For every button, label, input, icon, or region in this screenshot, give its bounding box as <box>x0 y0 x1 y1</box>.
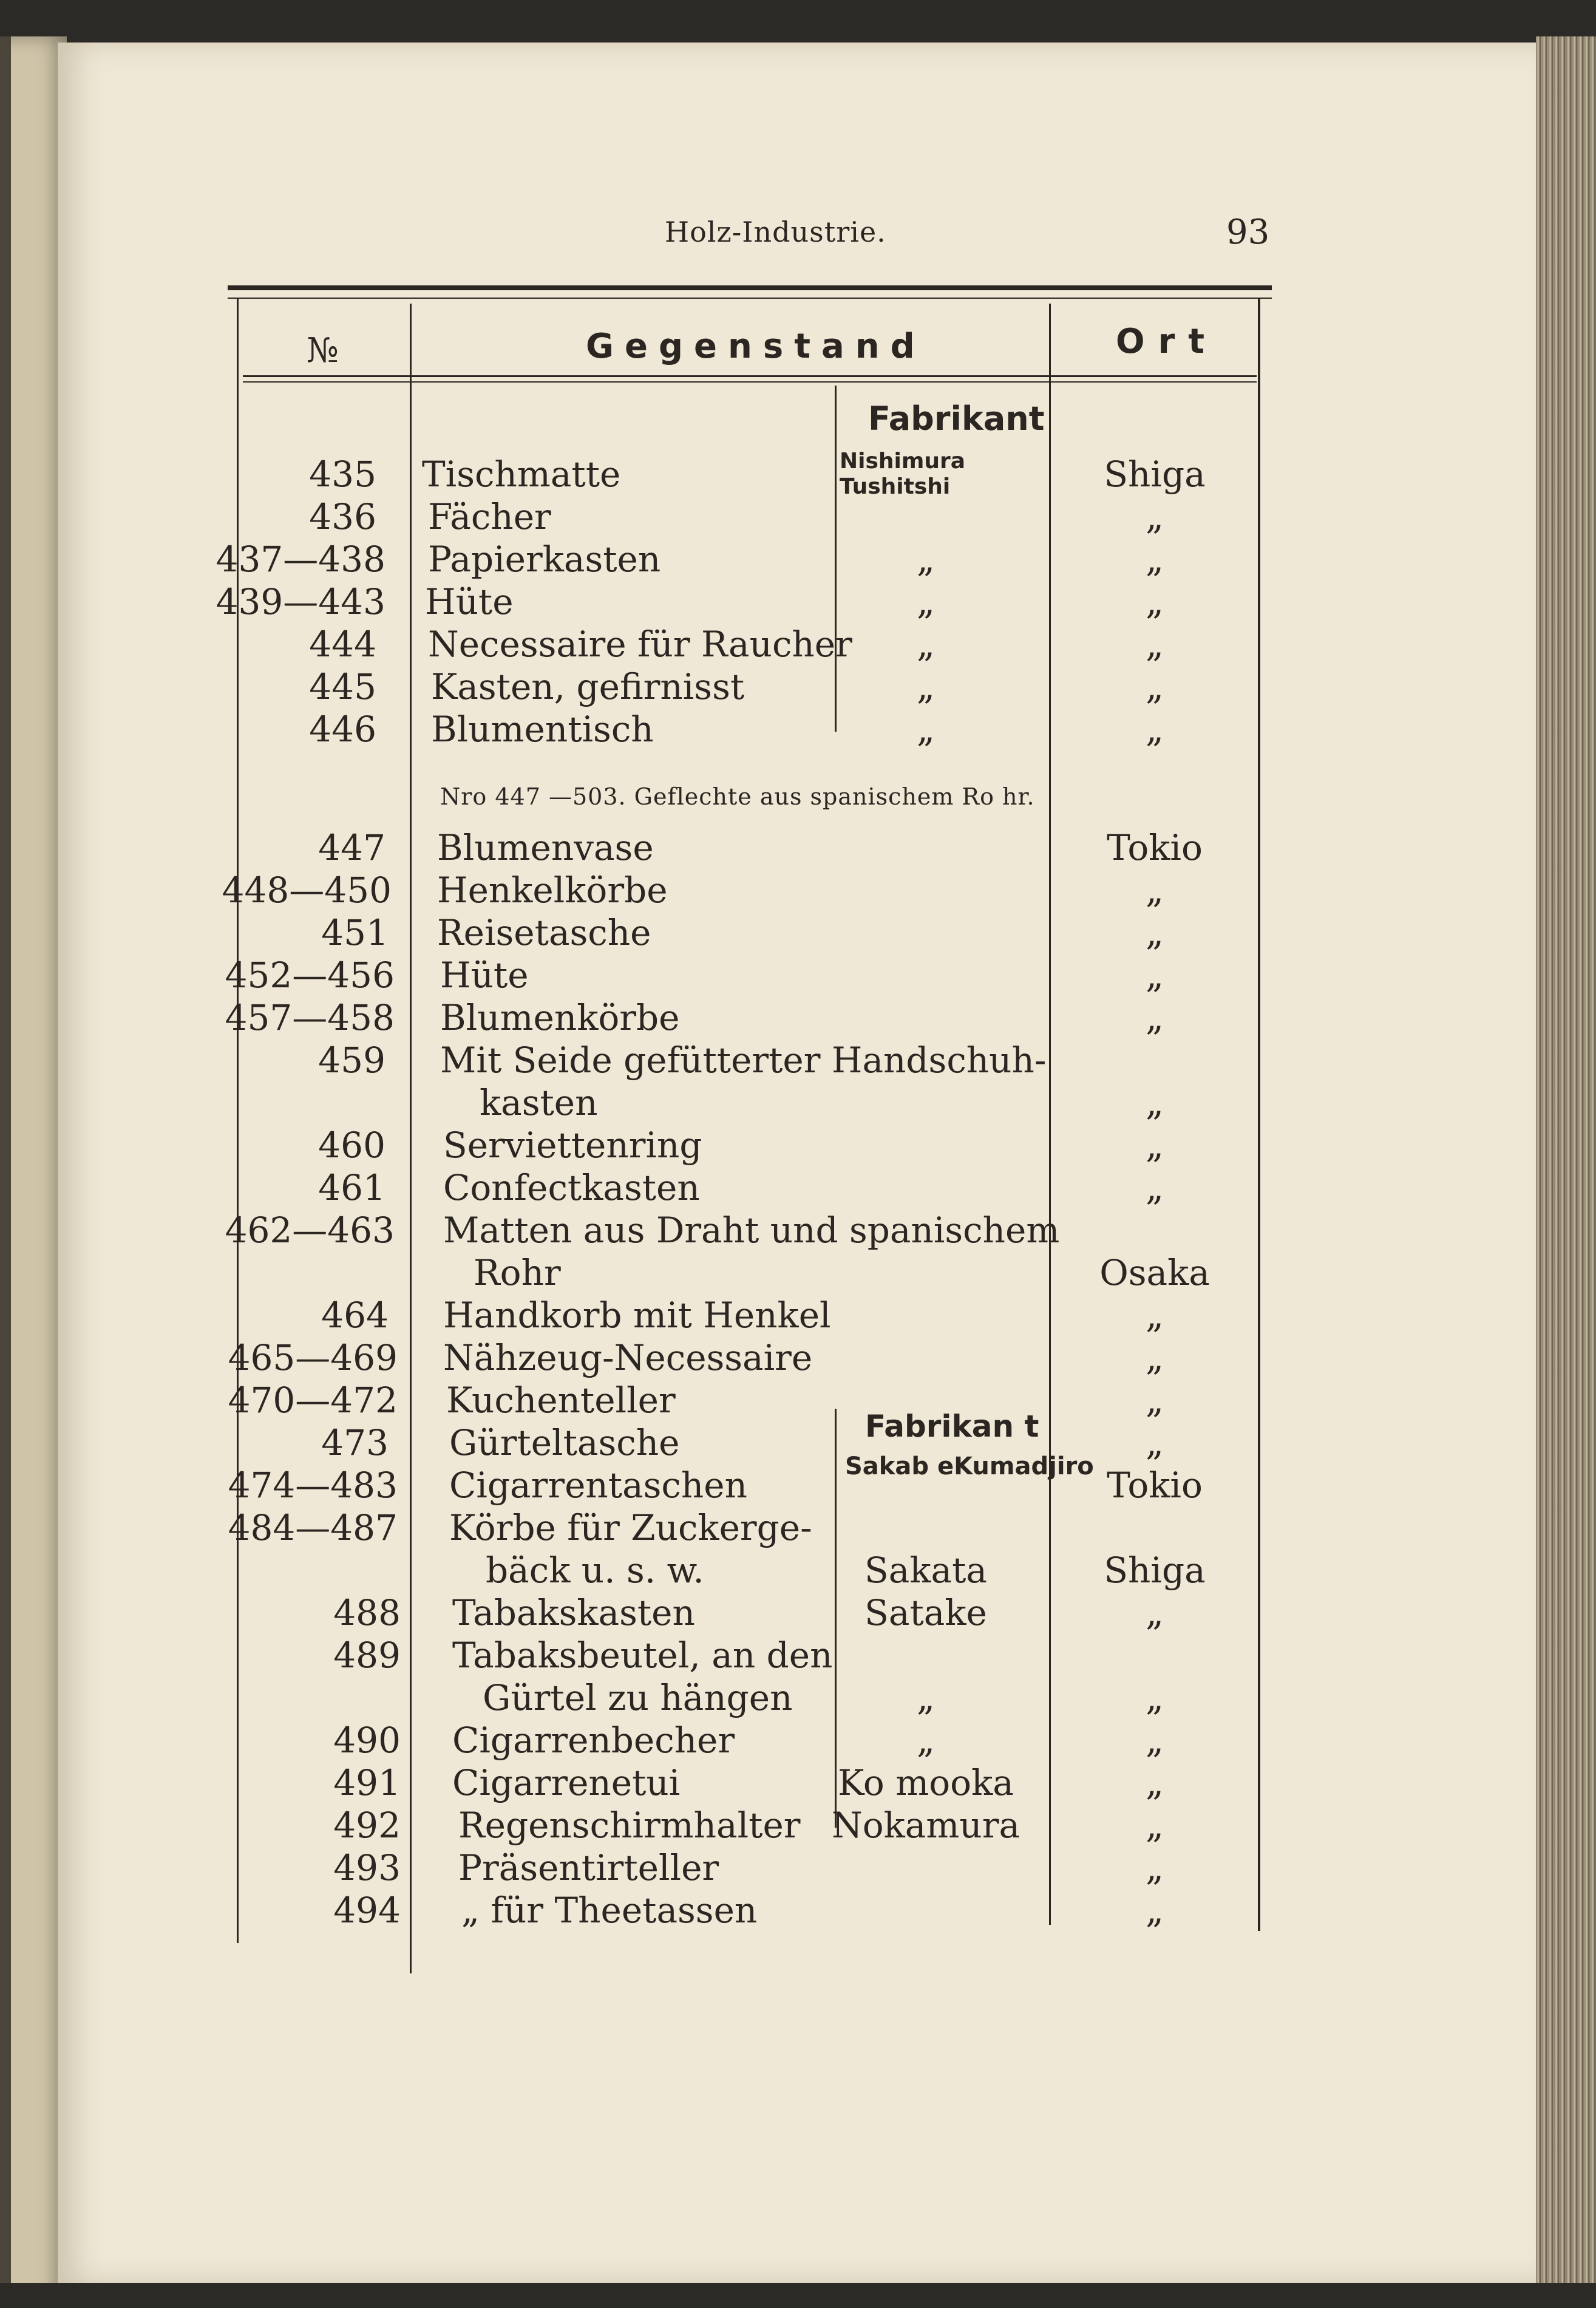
table-row <box>0 495 1596 538</box>
fabricant-heading: Fabrikant <box>868 400 1045 438</box>
row-item: Reisetasche <box>437 912 651 953</box>
row-ort: „ <box>1145 1847 1164 1888</box>
table-top-rule-thin <box>228 298 1272 299</box>
row-number: 447 <box>318 827 385 868</box>
row-number: 494 <box>333 1890 401 1931</box>
row-fabricant: „ <box>916 539 936 580</box>
row-number: 465—469 <box>228 1337 398 1378</box>
row-item: bäck u. s. w. <box>486 1550 704 1591</box>
row-item: Tabaksbeutel, an den <box>452 1635 833 1676</box>
table-row <box>0 1039 1596 1081</box>
table-row <box>0 1464 1596 1506</box>
row-ort: „ <box>1145 1380 1164 1421</box>
row-number: 464 <box>321 1295 389 1336</box>
row-item: Cigarrentaschen <box>449 1465 747 1506</box>
row-fabricant: Ko mooka <box>838 1762 1014 1803</box>
table-row <box>0 580 1596 623</box>
table-row <box>0 1421 1596 1464</box>
row-item: Körbe für Zuckerge- <box>449 1507 812 1548</box>
row-fabricant: Sakata <box>864 1550 987 1591</box>
table-top-rule <box>228 285 1272 290</box>
row-number: 460 <box>318 1125 385 1166</box>
row-number: 462—463 <box>225 1210 395 1251</box>
row-number: 493 <box>333 1847 401 1888</box>
table-row <box>0 1719 1596 1762</box>
row-number: 446 <box>309 709 376 750</box>
table-row <box>0 1889 1596 1932</box>
row-item: Mit Seide gefütterter Handschuh- <box>440 1040 1047 1081</box>
table-row <box>0 1762 1596 1804</box>
row-fabricant: „ <box>916 1720 936 1761</box>
row-fabricant: Nokamura <box>831 1805 1020 1846</box>
row-number: 484—487 <box>228 1507 398 1548</box>
row-ort: Shiga <box>1104 454 1206 495</box>
fabricant-name-line2: Tushitshi <box>840 474 951 499</box>
table-row <box>0 1379 1596 1421</box>
table-row <box>0 1336 1596 1379</box>
column-header-ort: Ort <box>1116 322 1218 361</box>
row-item: Serviettenring <box>443 1125 702 1166</box>
row-number: 492 <box>333 1805 401 1846</box>
table-row <box>0 869 1596 911</box>
row-number: 488 <box>333 1592 401 1633</box>
row-item: Kuchenteller <box>446 1380 676 1421</box>
row-number: 457—458 <box>225 997 395 1038</box>
row-ort: Shiga <box>1104 1550 1206 1591</box>
row-ort: „ <box>1145 581 1164 622</box>
table-row <box>0 1209 1596 1251</box>
row-item: Hüte <box>425 581 514 622</box>
row-fabricant: „ <box>916 666 936 707</box>
fabricant-heading-2: Fabrikan t <box>865 1409 1039 1444</box>
table-row <box>0 1081 1596 1124</box>
table-row <box>0 1166 1596 1209</box>
row-item: Tischmatte <box>422 454 621 495</box>
row-number: 473 <box>321 1422 389 1463</box>
table-row <box>0 708 1596 751</box>
row-number: 474—483 <box>228 1465 398 1506</box>
row-item: Blumentisch <box>431 709 654 750</box>
table-row <box>0 996 1596 1039</box>
row-fabricant: „ <box>916 624 936 665</box>
table-row <box>0 1251 1596 1294</box>
row-ort: „ <box>1145 1422 1164 1463</box>
row-ort: „ <box>1145 1677 1164 1718</box>
row-fabricant: „ <box>916 709 936 750</box>
header-bottom-rule <box>243 375 1257 377</box>
table-row <box>0 954 1596 996</box>
row-number: 459 <box>318 1040 385 1081</box>
row-item: Handkorb mit Henkel <box>443 1295 831 1336</box>
row-item: Fächer <box>428 496 551 537</box>
row-fabricant: Satake <box>864 1592 987 1633</box>
table-row <box>0 911 1596 954</box>
row-item: Rohr <box>474 1252 561 1293</box>
row-ort: Osaka <box>1099 1252 1210 1293</box>
row-item: Nähzeug-Necessaire <box>443 1337 813 1378</box>
fabricant-name-2: Sakab eKumadjiro <box>845 1452 1094 1480</box>
table-row <box>0 1506 1596 1549</box>
row-item: Hüte <box>440 955 529 996</box>
row-number: 436 <box>309 496 376 537</box>
row-ort: Tokio <box>1107 827 1203 868</box>
row-ort: „ <box>1145 1890 1164 1931</box>
table-row <box>0 1294 1596 1336</box>
row-ort: „ <box>1145 1337 1164 1378</box>
row-item: Regenschirmhalter <box>458 1805 801 1846</box>
table-row <box>0 453 1596 495</box>
row-number: 439—443 <box>216 581 385 622</box>
row-number: 445 <box>309 666 376 707</box>
row-number: 470—472 <box>228 1380 398 1421</box>
running-head: Holz-Industrie. <box>665 216 886 248</box>
row-item: Blumenvase <box>437 827 654 868</box>
row-number: 435 <box>309 454 376 495</box>
row-item: Confectkasten <box>443 1167 700 1208</box>
page-number: 93 <box>1226 213 1270 252</box>
row-item: kasten <box>480 1082 598 1123</box>
row-item: Matten aus Draht und spanischem <box>443 1210 1060 1251</box>
row-item: Henkelkörbe <box>437 870 668 911</box>
row-item: Gürtel zu hängen <box>483 1677 793 1718</box>
row-ort: „ <box>1145 912 1164 953</box>
header-bottom-rule-thin <box>243 381 1257 383</box>
row-item: Präsentirteller <box>458 1847 719 1888</box>
row-ort: „ <box>1145 1125 1164 1166</box>
row-item: Tabakskasten <box>452 1592 695 1633</box>
row-ort: „ <box>1145 955 1164 996</box>
fabricant-name-line1: Nishimura <box>840 449 966 474</box>
row-ort: „ <box>1145 1720 1164 1761</box>
table-row <box>0 666 1596 708</box>
row-ort: „ <box>1145 539 1164 580</box>
table-row <box>0 1634 1596 1677</box>
table-row <box>0 538 1596 580</box>
row-ort: „ <box>1145 709 1164 750</box>
row-item: Gürteltasche <box>449 1422 680 1463</box>
table-row <box>0 826 1596 869</box>
row-item: Blumenkörbe <box>440 997 680 1038</box>
table-row <box>0 1124 1596 1166</box>
table-row <box>0 1591 1596 1634</box>
row-ort: „ <box>1145 1167 1164 1208</box>
row-fabricant: „ <box>916 1677 936 1718</box>
table-row <box>0 1677 1596 1719</box>
row-item: Cigarrenetui <box>452 1762 681 1803</box>
row-ort: „ <box>1145 997 1164 1038</box>
row-ort: „ <box>1145 1805 1164 1846</box>
row-number: 461 <box>318 1167 385 1208</box>
row-ort: „ <box>1145 666 1164 707</box>
table-row <box>0 623 1596 666</box>
row-number: 451 <box>321 912 389 953</box>
row-ort: „ <box>1145 1762 1164 1803</box>
row-fabricant: „ <box>916 581 936 622</box>
row-ort: „ <box>1145 1592 1164 1633</box>
row-number: 452—456 <box>225 955 395 996</box>
row-number: 448—450 <box>222 870 392 911</box>
row-item: Papierkasten <box>428 539 661 580</box>
row-item: Kasten, gefirnisst <box>431 666 745 707</box>
table-row <box>0 1847 1596 1889</box>
row-ort: „ <box>1145 870 1164 911</box>
scan-bottom-border <box>0 2283 1596 2308</box>
column-header-gegenstand: Gegenstand <box>586 327 926 366</box>
column-header-number: № <box>307 331 339 370</box>
row-number: 490 <box>333 1720 401 1761</box>
table-row <box>0 1549 1596 1591</box>
row-number: 437—438 <box>216 539 385 580</box>
row-item: Necessaire für Raucher <box>428 624 852 665</box>
row-ort: „ <box>1145 1082 1164 1123</box>
table-row <box>0 1804 1596 1847</box>
row-number: 489 <box>333 1635 401 1676</box>
section-note: Nro 447 —503. Geflechte aus spanischem Ro hr. <box>440 783 1035 810</box>
row-number: 491 <box>333 1762 401 1803</box>
row-item: Cigarrenbecher <box>452 1720 735 1761</box>
row-item: „ für Theetassen <box>461 1890 758 1931</box>
row-ort: „ <box>1145 1295 1164 1336</box>
scan-top-border <box>0 0 1596 46</box>
row-ort: „ <box>1145 496 1164 537</box>
row-ort: „ <box>1145 624 1164 665</box>
row-ort: Tokio <box>1107 1465 1203 1506</box>
row-number: 444 <box>309 624 376 665</box>
